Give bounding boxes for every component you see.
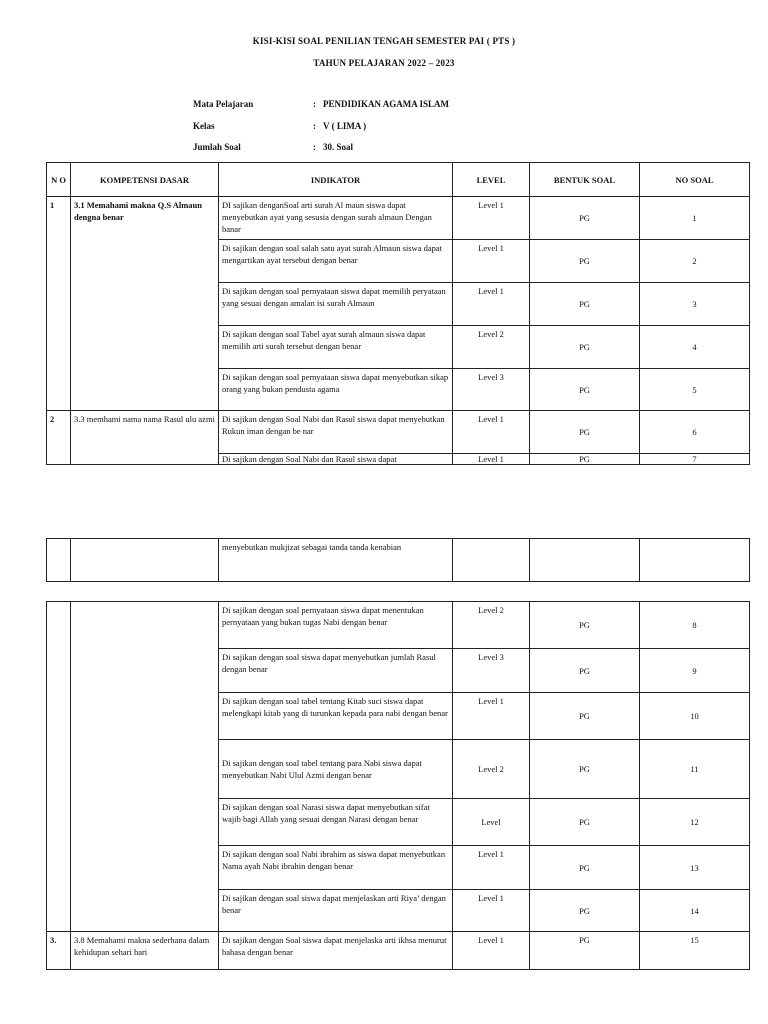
table-header-row <box>47 163 750 197</box>
row-level: Level <box>453 799 530 846</box>
row-no-soal: 8 <box>640 602 750 649</box>
row-indikator: Di sajikan dengan soal Nabi ibrahim as siswa dapat menyebutkan Nama ayah Nabi ibrahin dengan benar <box>219 846 453 890</box>
row-indikator: Di sajikan dengan soal pernyataan siswa dapat menyebutkan sikap orang yang bukan pendusta agama <box>219 369 453 411</box>
header-no-soal: NO SOAL <box>640 163 750 197</box>
meta-class-value: V ( LIMA ) <box>323 121 367 131</box>
row-bentuk-soal: PG <box>530 932 640 970</box>
row-indikator: Di sajikan dengan soal pernyataan siswa dapat memilih peryataan yang sesuai dengan amalan isi surah Almaun <box>219 283 453 326</box>
row-kompetensi-dasar <box>71 602 219 932</box>
grid-table-page2 <box>46 601 750 970</box>
row-level: Level 1 <box>453 411 530 454</box>
header-indikator: INDIKATOR <box>219 163 453 197</box>
row-indikator: Di sajikan dengan soal salah satu ayat surah Almaun siswa dapat mengartikan ayat tersebut dengan benar <box>219 240 453 283</box>
row-bentuk-soal: PG <box>530 693 640 740</box>
grid-table-continuation <box>46 538 750 582</box>
row-no-soal: 14 <box>640 890 750 932</box>
row-bentuk-soal: PG <box>530 846 640 890</box>
row-bentuk-soal: PG <box>530 799 640 846</box>
meta-class-label: Kelas <box>193 121 215 131</box>
meta-colon: : <box>313 121 316 131</box>
row-level: Level 1 <box>453 693 530 740</box>
row-level <box>453 539 530 582</box>
row-indikator: Di sajikan dengan soal pernyataan siswa dapat menentukan pernyataan yang bukan tugas Nabi dengan benar <box>219 602 453 649</box>
row-indikator: Di sajikan dengan Soal siswa dapat menjelaska arti ikhsa menurut bahasa dengan benar <box>219 932 453 970</box>
row-level: Level 2 <box>453 602 530 649</box>
row-bentuk-soal: PG <box>530 890 640 932</box>
meta-colon: : <box>313 142 316 152</box>
table-row <box>47 602 750 649</box>
row-no-soal: 12 <box>640 799 750 846</box>
row-level: Level 1 <box>453 197 530 240</box>
meta-colon: : <box>313 99 316 109</box>
meta-question-count-label: Jumlah Soal <box>193 142 241 152</box>
header-bentuk-soal: BENTUK SOAL <box>530 163 640 197</box>
table-row <box>47 539 750 582</box>
row-indikator: DI sajikan denganSoal arti surah Al maun siswa dapat menyebutkan ayat yang sesusia dengan surah almaun Dengan banar <box>219 197 453 240</box>
row-kompetensi-dasar: 3.3 memhami nama nama Rasul ulu azmi <box>71 411 219 465</box>
row-indikator: Di sajikan dengan soal tabel tentang Kitab suci siswa dapat melengkapi kitab yang di turunkan kepada para nabi dengan benar <box>219 693 453 740</box>
row-number <box>47 539 71 582</box>
row-no-soal: 7 <box>640 454 750 465</box>
row-kompetensi-dasar: 3.8 Memahami makna sederhana dalam kehidupan sehari hari <box>71 932 219 970</box>
grid-table-page1 <box>46 162 750 465</box>
row-level: Level 3 <box>453 649 530 693</box>
row-bentuk-soal: PG <box>530 326 640 369</box>
row-level: Level 3 <box>453 369 530 411</box>
row-no-soal: 3 <box>640 283 750 326</box>
row-indikator: Di sajikan dengan soal siswa dapat menyebutkan jumlah Rasul dengan benar <box>219 649 453 693</box>
row-number: 1 <box>47 197 71 411</box>
row-kompetensi-dasar <box>71 539 219 582</box>
row-no-soal: 15 <box>640 932 750 970</box>
row-no-soal: 11 <box>640 740 750 799</box>
row-number: 3. <box>47 932 71 970</box>
row-level: Level 2 <box>453 740 530 799</box>
table-row <box>47 197 750 240</box>
meta-subject-label: Mata Pelajaran <box>193 99 254 109</box>
row-kompetensi-dasar: 3.1 Memahami makna Q.S Almaun dengna benar <box>71 197 219 411</box>
row-bentuk-soal: PG <box>530 649 640 693</box>
row-bentuk-soal: PG <box>530 197 640 240</box>
row-no-soal: 6 <box>640 411 750 454</box>
row-no-soal: 13 <box>640 846 750 890</box>
row-level: Level 1 <box>453 454 530 465</box>
row-level: Level 1 <box>453 932 530 970</box>
row-number <box>47 602 71 932</box>
row-bentuk-soal: PG <box>530 602 640 649</box>
row-level: Level 1 <box>453 846 530 890</box>
meta-question-count-value: 30. Soal <box>323 142 354 152</box>
row-indikator: Di sajikan dengan soal Narasi siswa dapat menyebutkan sifat wajib bagi Allah yang sesuai dengan Narasi dengan benar <box>219 799 453 846</box>
table-row <box>47 932 750 970</box>
row-bentuk-soal: PG <box>530 454 640 465</box>
row-bentuk-soal: PG <box>530 283 640 326</box>
row-indikator: menyebutkan mukjizat sebagai tanda tanda kenabian <box>219 539 453 582</box>
table-row <box>47 411 750 454</box>
header-no: N O <box>47 163 71 197</box>
row-bentuk-soal: PG <box>530 411 640 454</box>
row-no-soal: 10 <box>640 693 750 740</box>
row-no-soal: 4 <box>640 326 750 369</box>
row-indikator: Di sajikan dengan soal Tabel ayat surah almaun siswa dapat memilih arti surah tersebut dengan benar <box>219 326 453 369</box>
row-no-soal: 2 <box>640 240 750 283</box>
row-no-soal: 5 <box>640 369 750 411</box>
meta-subject-value: PENDIDIKAN AGAMA ISLAM <box>323 99 450 109</box>
row-bentuk-soal: PG <box>530 369 640 411</box>
row-level: Level 1 <box>453 890 530 932</box>
row-indikator: Di sajikan dengan soal tabel tentang para Nabi siswa dapat menyebutkan Nabi Ulul Azmi dengan benar <box>219 740 453 799</box>
row-level: Level 1 <box>453 240 530 283</box>
row-no-soal: 1 <box>640 197 750 240</box>
row-indikator: Di sajikan dengan Soal Nabi dan Rasul siswa dapat <box>219 454 453 465</box>
document-subtitle: TAHUN PELAJARAN 2022 – 2023 <box>313 58 455 68</box>
row-bentuk-soal <box>530 539 640 582</box>
row-indikator: Di sajikan dengan soal siswa dapat menjelaskan arti Riya’ dengan benar <box>219 890 453 932</box>
row-level: Level 2 <box>453 326 530 369</box>
row-indikator: Di sajikan dengan Soal Nabi dan Rasul siswa dapat menyebutkan Rukun iman dengan be nar <box>219 411 453 454</box>
row-bentuk-soal: PG <box>530 740 640 799</box>
header-kompetensi-dasar: KOMPETENSI DASAR <box>71 163 219 197</box>
row-bentuk-soal: PG <box>530 240 640 283</box>
row-level: Level 1 <box>453 283 530 326</box>
row-number: 2 <box>47 411 71 465</box>
document-title: KISI-KISI SOAL PENILIAN TENGAH SEMESTER PAI ( PTS ) <box>252 36 516 46</box>
header-level: LEVEL <box>453 163 530 197</box>
row-no-soal: 9 <box>640 649 750 693</box>
row-no-soal <box>640 539 750 582</box>
